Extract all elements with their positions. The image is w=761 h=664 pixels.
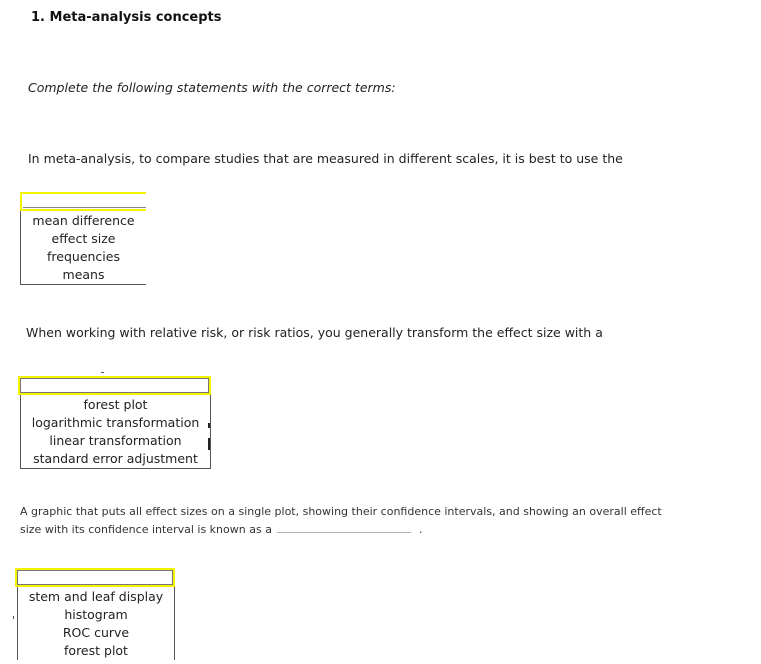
- artifact-mark: [13, 616, 14, 619]
- statement-3-part: A graphic that puts all effect sizes on a single plot, showing their confidence intervals, and showing an overall effect size with its confidence interval is known as a: [20, 505, 662, 536]
- dropdown-1[interactable]: [20, 192, 146, 285]
- dropdown-1-option[interactable]: effect size: [51, 231, 116, 246]
- dropdown-3-option[interactable]: ROC curve: [62, 625, 130, 640]
- dropdown-2-option[interactable]: standard error adjustment: [33, 451, 198, 466]
- statement-3-end: .: [418, 523, 423, 536]
- dropdown-1-select[interactable]: [20, 192, 146, 211]
- dropdown-1-option[interactable]: mean difference: [32, 213, 135, 228]
- question-title: 1. Meta-analysis concepts: [31, 10, 222, 25]
- dropdown-3-option[interactable]: histogram: [64, 607, 128, 622]
- dropdown-1-option[interactable]: means: [62, 267, 105, 282]
- dropdown-3[interactable]: [15, 568, 175, 660]
- dropdown-2-option[interactable]: linear transformation: [49, 433, 182, 448]
- artifact-dot: [101, 372, 104, 373]
- dropdown-1-options: [20, 211, 146, 285]
- instruction-text: Complete the following statements with the correct terms:: [28, 80, 396, 95]
- dropdown-2-option[interactable]: forest plot: [83, 397, 148, 412]
- statement-2-text: When working with relative risk, or risk ratios, you generally transform the effect size with a: [26, 325, 603, 340]
- dropdown-3-option[interactable]: stem and leaf display: [28, 589, 164, 604]
- dropdown-2-options: [20, 395, 211, 469]
- statement-1-text: In meta-analysis, to compare studies that are measured in different scales, it is best to use the: [28, 151, 623, 166]
- dropdown-1-option[interactable]: frequencies: [47, 249, 120, 264]
- dropdown-2[interactable]: [18, 376, 211, 469]
- dropdown-2-select[interactable]: [18, 376, 211, 395]
- statement-3-text: [20, 503, 680, 539]
- dropdown-2-option[interactable]: logarithmic transformation: [31, 415, 200, 430]
- dropdown-3-options: [17, 587, 175, 660]
- artifact-mark: [208, 438, 210, 450]
- dropdown-3-option[interactable]: forest plot: [64, 643, 128, 658]
- artifact-mark: [208, 423, 210, 428]
- answer-blank: [277, 521, 411, 533]
- dropdown-3-select[interactable]: [15, 568, 175, 587]
